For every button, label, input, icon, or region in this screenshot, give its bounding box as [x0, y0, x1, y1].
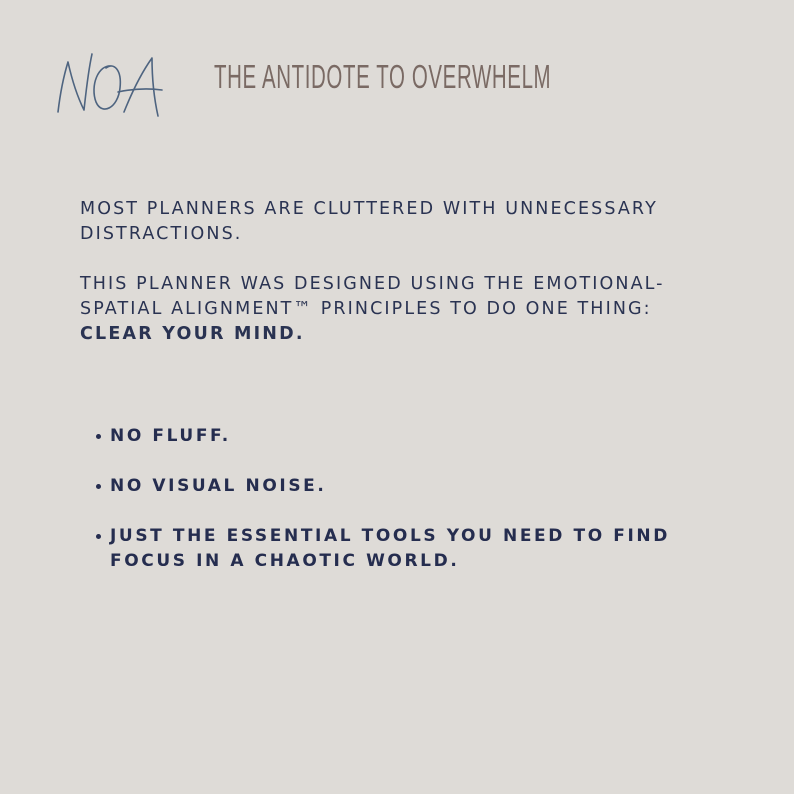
list-item — [96, 424, 716, 449]
feature-list — [96, 424, 716, 599]
bullet-dot-icon — [96, 484, 101, 489]
page-title: THE ANTIDOTE TO OVERWHELM — [214, 58, 552, 95]
intro-paragraph-1: MOST PLANNERS ARE CLUTTERED WITH UNNECESSARY DISTRACTIONS. — [80, 199, 658, 244]
noa-script-logo-icon — [52, 40, 164, 122]
intro-paragraph-2 — [80, 272, 720, 347]
bullet-dot-icon — [96, 434, 101, 439]
list-item-text: NO VISUAL NOISE. — [110, 476, 327, 496]
list-item-text: JUST THE ESSENTIAL TOOLS YOU NEED TO FIND FOCUS IN A CHAOTIC WORLD. — [110, 526, 670, 571]
intro-paragraph-2-lead: THIS PLANNER WAS DESIGNED USING THE EMOTIONAL-SPATIAL ALIGNMENT™ PRINCIPLES TO DO ONE THING: — [80, 274, 665, 319]
list-item — [96, 524, 716, 574]
intro-text — [80, 197, 720, 347]
logo-text: NOA — [52, 40, 55, 41]
list-item-text: NO FLUFF. — [110, 426, 231, 446]
bullet-dot-icon — [96, 534, 101, 539]
intro-emphasis: CLEAR YOUR MIND. — [80, 324, 305, 344]
list-item — [96, 474, 716, 499]
brand-logo — [52, 40, 164, 122]
